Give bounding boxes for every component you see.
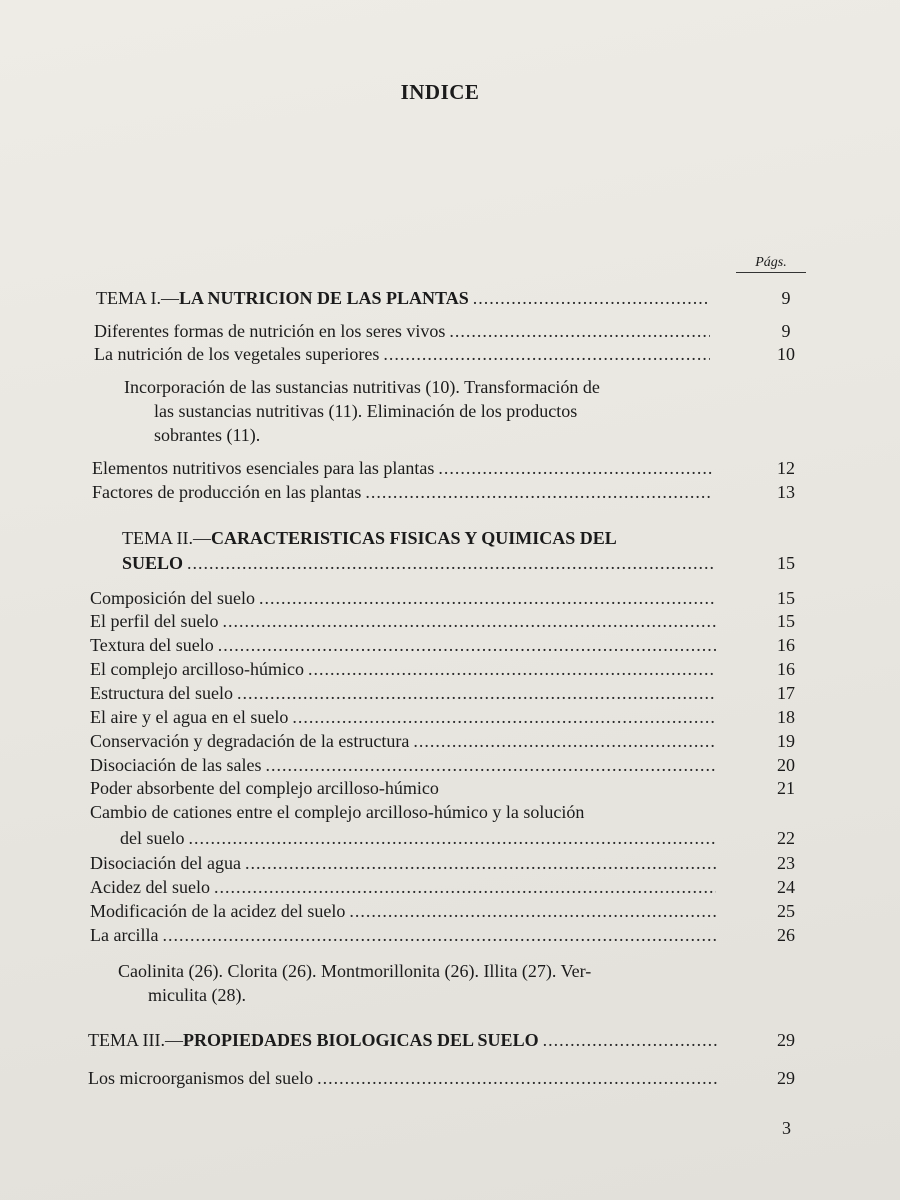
- chapter-title: LA NUTRICION DE LAS PLANTAS: [179, 288, 469, 308]
- entry-label: Conservación y degradación de la estructura: [90, 731, 410, 751]
- toc-entry: [0, 923, 900, 947]
- toc-chapter-1: [0, 286, 900, 310]
- toc-chapter-2-line1: [0, 526, 900, 550]
- leader-dots: [292, 705, 716, 729]
- page-number: 3: [782, 1118, 791, 1138]
- leader-dots: [214, 875, 716, 899]
- leader-dots: [449, 319, 710, 343]
- subtopic-line: Caolinita (26). Clorita (26). Montmorillonita (26). Illita (27). Ver-: [118, 961, 592, 981]
- entry-label: El aire y el agua en el suelo: [90, 707, 289, 727]
- toc-entry: [0, 480, 900, 504]
- subtopic-line: las sustancias nutritivas (11). Eliminación de los productos: [154, 401, 578, 421]
- leader-dots: [237, 681, 716, 705]
- chapter-prefix: TEMA II.—: [122, 528, 211, 548]
- page-ref: 21: [777, 778, 795, 798]
- page-ref: 9: [781, 288, 791, 308]
- entry-label: Estructura del suelo: [90, 683, 233, 703]
- toc-entry: [0, 681, 900, 705]
- toc-chapter-2-line2: [0, 551, 900, 575]
- page-ref: 10: [777, 344, 795, 364]
- leader-dots: [162, 923, 716, 947]
- subtopic-line: miculita (28).: [148, 985, 246, 1005]
- page-ref: 26: [777, 925, 795, 945]
- page-ref: 9: [781, 321, 791, 341]
- page-title: INDICE: [400, 80, 480, 104]
- toc-entry: [0, 456, 900, 480]
- toc-entry: [0, 586, 900, 610]
- page-ref: 13: [777, 482, 795, 502]
- page-ref: 17: [777, 683, 795, 703]
- entry-label: Composición del suelo: [90, 588, 255, 608]
- leader-dots: [317, 1066, 718, 1090]
- subtopic-line: Incorporación de las sustancias nutritivas (10). Transformación de: [124, 377, 600, 397]
- toc-entry: [0, 776, 900, 800]
- entry-label: Disociación del agua: [90, 853, 241, 873]
- subtopic-list: [124, 375, 754, 447]
- entry-label-continued: del suelo: [120, 828, 185, 848]
- toc-entry: [0, 851, 900, 875]
- toc-entry: [0, 1066, 900, 1090]
- toc-entry: [0, 875, 900, 899]
- page-ref: 25: [777, 901, 795, 921]
- toc-entry: [0, 899, 900, 923]
- entry-label: Disociación de las sales: [90, 755, 262, 775]
- leader-dots: [189, 826, 717, 850]
- toc-entry-multiline-cont: [0, 826, 900, 850]
- entry-label: Los microorganismos del suelo: [88, 1068, 314, 1088]
- entry-label: Acidez del suelo: [90, 877, 210, 897]
- page-ref: 19: [777, 731, 795, 751]
- chapter-title: CARACTERISTICAS FISICAS Y QUIMICAS DEL: [211, 528, 617, 548]
- toc-entry: [0, 342, 900, 366]
- leader-dots: [187, 551, 714, 575]
- leader-dots: [222, 609, 716, 633]
- entry-label: Textura del suelo: [90, 635, 214, 655]
- leader-dots: [438, 456, 712, 480]
- entry-label: Cambio de cationes entre el complejo arcilloso-húmico y la solución: [90, 802, 585, 822]
- page-ref: 12: [777, 458, 795, 478]
- page-ref: 29: [777, 1030, 795, 1050]
- chapter-prefix: TEMA I.—: [96, 288, 179, 308]
- entry-label: Diferentes formas de nutrición en los seres vivos: [94, 321, 446, 341]
- leader-dots: [265, 753, 716, 777]
- toc-entry: [0, 705, 900, 729]
- leader-dots: [308, 657, 716, 681]
- toc-entry: [0, 609, 900, 633]
- chapter-title-continued: SUELO: [122, 553, 184, 573]
- page-ref: 29: [777, 1068, 795, 1088]
- leader-dots: [413, 729, 716, 753]
- leader-dots: [259, 586, 716, 610]
- page-ref: 15: [777, 611, 795, 631]
- subtopic-line: sobrantes (11).: [154, 425, 261, 445]
- page-ref: 15: [777, 588, 795, 608]
- toc-entry: [0, 753, 900, 777]
- toc-chapter-3: [0, 1028, 900, 1052]
- page-ref: 20: [777, 755, 795, 775]
- subtopic-list: [118, 959, 718, 1007]
- entry-label: Poder absorbente del complejo arcilloso-húmico: [90, 778, 439, 798]
- chapter-prefix: TEMA III.—: [88, 1030, 183, 1050]
- page-ref: 23: [777, 853, 795, 873]
- toc-entry: [0, 319, 900, 343]
- leader-dots: [383, 342, 710, 366]
- page-ref: 24: [777, 877, 795, 897]
- entry-label: Modificación de la acidez del suelo: [90, 901, 346, 921]
- entry-label: La arcilla: [90, 925, 159, 945]
- page-ref: 16: [777, 635, 795, 655]
- leader-dots: [218, 633, 716, 657]
- toc-entry-multiline: [0, 800, 900, 824]
- page-ref: 15: [777, 553, 795, 573]
- entry-label: El complejo arcilloso-húmico: [90, 659, 304, 679]
- leader-dots: [473, 286, 710, 310]
- toc-entry: [0, 657, 900, 681]
- toc-entry: [0, 633, 900, 657]
- page-ref: 16: [777, 659, 795, 679]
- leader-dots: [365, 480, 712, 504]
- leader-dots: [349, 899, 716, 923]
- toc-entry: [0, 729, 900, 753]
- leader-dots: [245, 851, 716, 875]
- leader-dots: [543, 1028, 718, 1052]
- chapter-title: PROPIEDADES BIOLOGICAS DEL SUELO: [182, 1030, 539, 1050]
- entry-label: Elementos nutritivos esenciales para las plantas: [92, 458, 435, 478]
- entry-label: Factores de producción en las plantas: [92, 482, 362, 502]
- pages-column-label: Págs.: [736, 255, 806, 273]
- page-ref: 18: [777, 707, 795, 727]
- entry-label: La nutrición de los vegetales superiores: [94, 344, 380, 364]
- page-ref: 22: [777, 828, 795, 848]
- entry-label: El perfil del suelo: [90, 611, 219, 631]
